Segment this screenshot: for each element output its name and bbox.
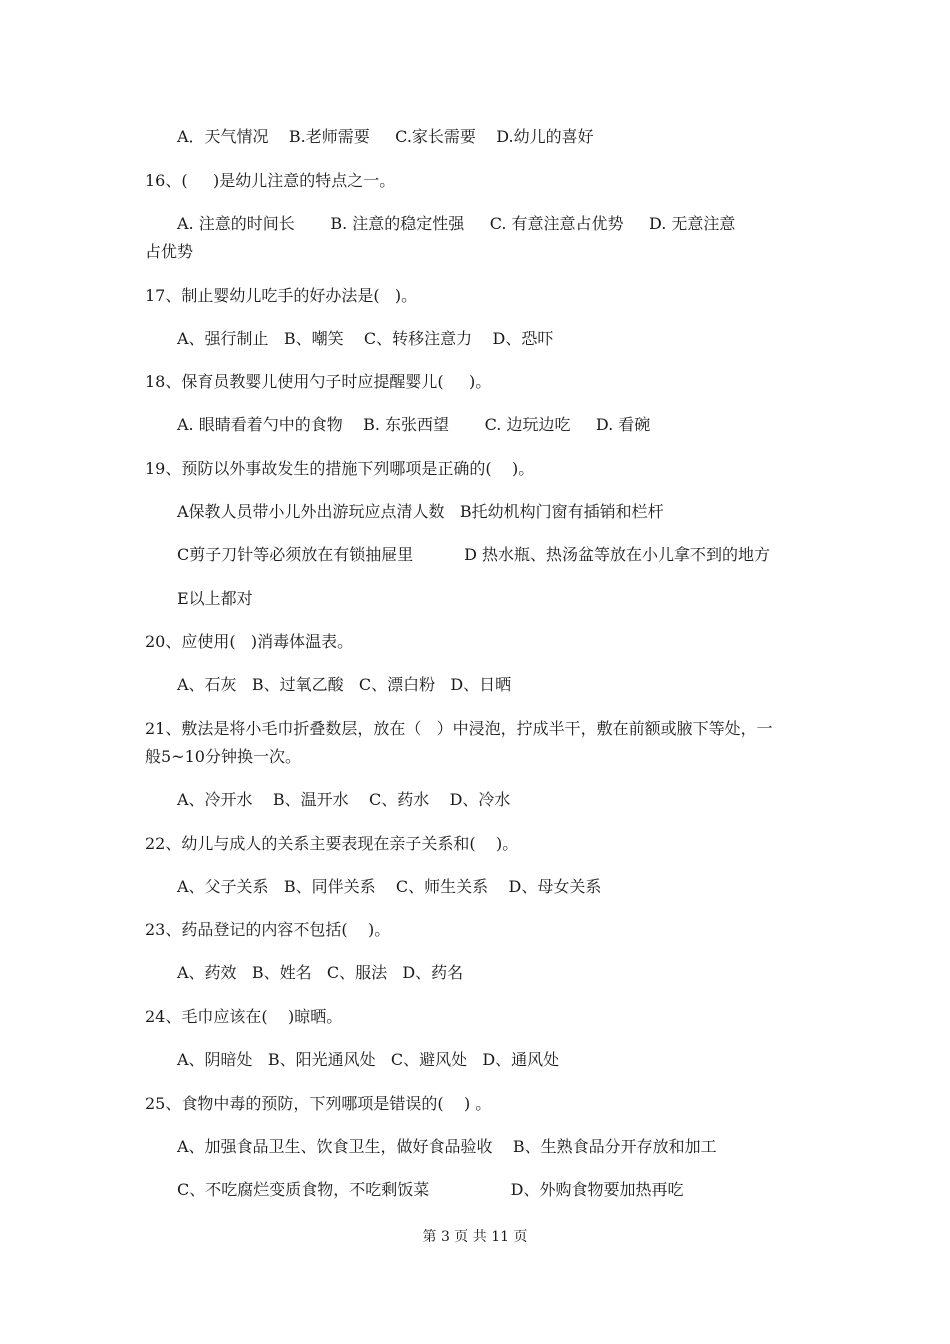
q19-options-ab: A保教人员带小儿外出游玩应点清人数 B托幼机构门窗有插销和栏杆	[177, 502, 664, 521]
q18-options: A. 眼睛看着勺中的食物 B. 东张西望 C. 边玩边吃 D. 看碗	[177, 415, 651, 434]
question-16: 16、( )是幼儿注意的特点之一。	[145, 171, 396, 190]
q19-option-e: E以上都对	[177, 589, 253, 608]
question-18: 18、保育员教婴儿使用勺子时应提醒婴儿( )。	[145, 372, 492, 391]
q15-options: A．天气情况 B.老师需要 C.家长需要 D.幼儿的喜好	[177, 127, 594, 146]
question-25: 25、食物中毒的预防，下列哪项是错误的( ) 。	[145, 1094, 492, 1113]
q20-options: A、石灰 B、过氧乙酸 C、漂白粉 D、日晒	[177, 675, 512, 694]
q23-options: A、药效 B、姓名 C、服法 D、药名	[177, 963, 464, 982]
q25-options-cd: C、不吃腐烂变质食物，不吃剩饭菜 D、外购食物要加热再吃	[177, 1180, 684, 1199]
q24-options: A、阴暗处 B、阳光通风处 C、避风处 D、通风处	[177, 1050, 560, 1069]
q21-options: A、冷开水 B、温开水 C、药水 D、冷水	[177, 790, 511, 809]
question-21: 21、敷法是将小毛巾折叠数层，放在（ ）中浸泡，拧成半干，敷在前额或腋下等处，一	[145, 719, 773, 738]
q22-options: A、父子关系 B、同伴关系 C、师生关系 D、母女关系	[177, 877, 602, 896]
q17-options: A、强行制止 B、嘲笑 C、转移注意力 D、恐吓	[177, 329, 554, 348]
question-20: 20、应使用( )消毒体温表。	[145, 632, 354, 651]
q19-options-cd: C剪子刀针等必须放在有锁抽屉里 D 热水瓶、热汤盆等放在小儿拿不到的地方	[177, 545, 771, 564]
q25-options-ab: A、加强食品卫生、饮食卫生，做好食品验收 B、生熟食品分开存放和加工	[177, 1137, 717, 1156]
q16-options: A. 注意的时间长 B. 注意的稳定性强 C. 有意注意占优势 D. 无意注意	[177, 214, 736, 233]
question-21-cont: 般5~10分钟换一次。	[145, 747, 301, 766]
question-17: 17、制止婴幼儿吃手的好办法是( )。	[145, 286, 418, 305]
question-24: 24、毛巾应该在( )晾晒。	[145, 1007, 343, 1026]
page-footer: 第 3 页 共 11 页	[422, 1229, 528, 1245]
question-19: 19、预防以外事故发生的措施下列哪项是正确的( )。	[145, 459, 535, 478]
q16-options-cont: 占优势	[145, 242, 194, 261]
question-23: 23、药品登记的内容不包括( )。	[145, 920, 391, 939]
question-22: 22、幼儿与成人的关系主要表现在亲子关系和( )。	[145, 834, 519, 853]
